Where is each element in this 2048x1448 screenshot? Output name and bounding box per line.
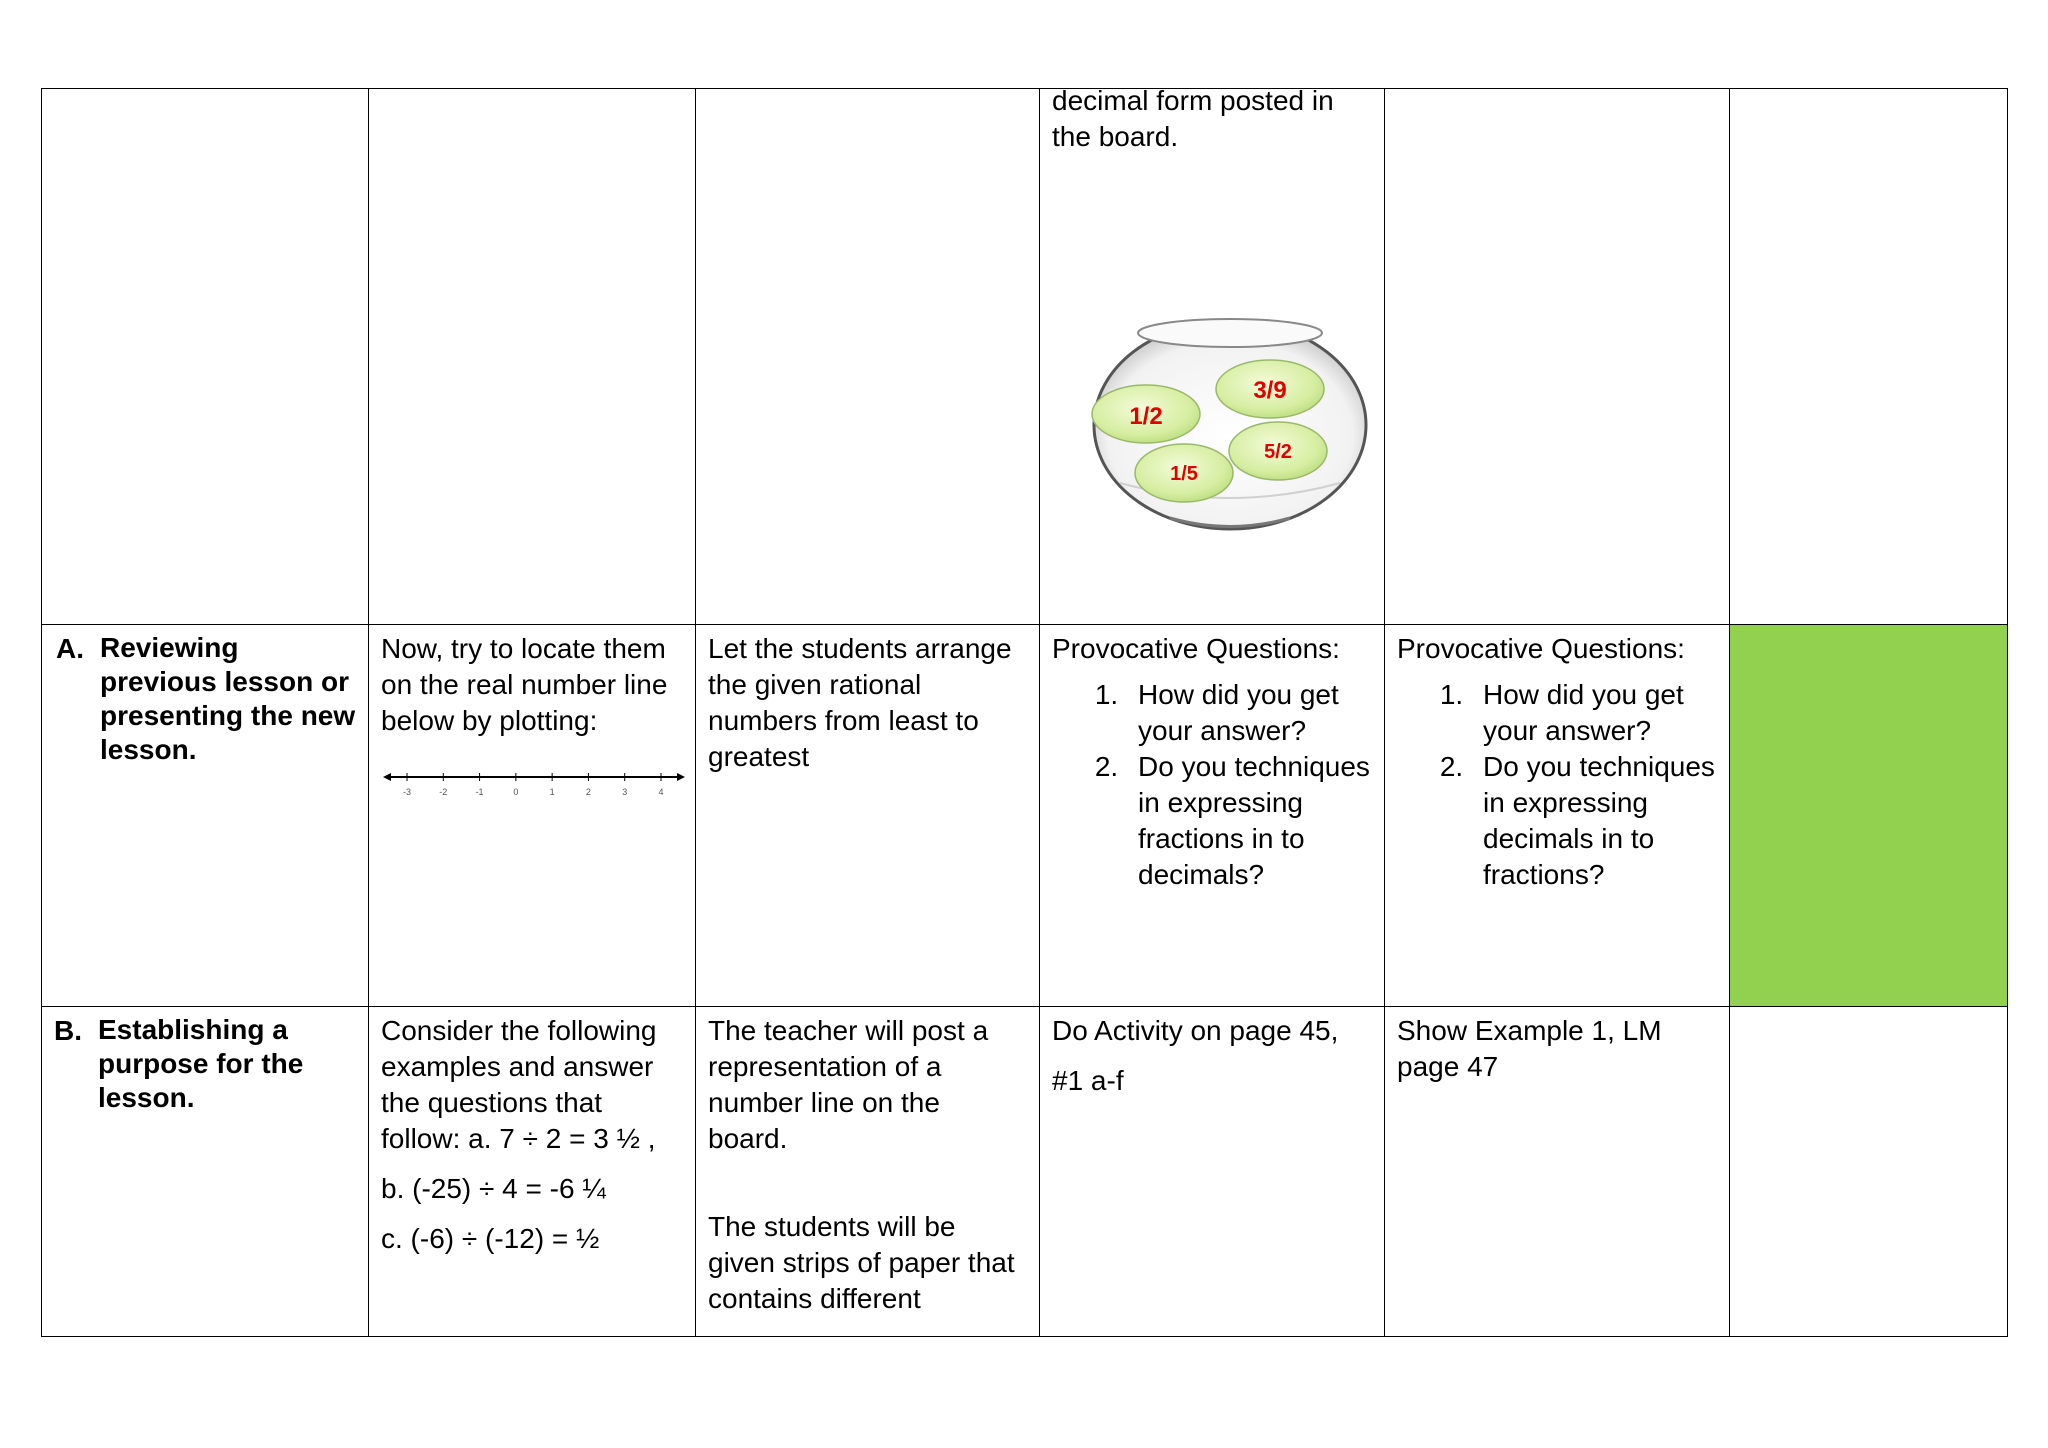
rowB-day4-text: Show Example 1, LM page 47	[1397, 1015, 1662, 1082]
number-line-tick-label: 4	[658, 787, 664, 797]
rowA-day2-cell	[696, 625, 1040, 1007]
rowA-label: Reviewing previous lesson or presenting the new lesson.	[100, 632, 356, 765]
rowB-label-cell	[42, 1007, 369, 1337]
number-line-tick-label: 3	[622, 787, 628, 797]
rowA-label-cell	[42, 625, 369, 1007]
list-item: 1. How did you get your answer?	[1126, 677, 1384, 749]
bowl-rim	[1138, 319, 1322, 347]
number-line-tick-label: -1	[475, 787, 484, 797]
fraction-label: 1/5	[1170, 463, 1198, 485]
rowA-day1-text: Now, try to locate them on the real number line below by plotting:	[381, 633, 668, 736]
rowB-day3-para: Do Activity on page 45,	[1052, 1015, 1339, 1046]
number-line-tick-label: 2	[585, 787, 591, 797]
fraction-label: 5/2	[1264, 441, 1292, 463]
rowA-day2-text: Let the students arrange the given rational numbers from least to greatest	[708, 633, 1012, 772]
row0-label-cell	[42, 89, 369, 625]
rowA-letter: A.	[56, 633, 84, 664]
rowB-day1-para: c. (-6) ÷ (-12) = ½	[381, 1223, 600, 1254]
rowA-day3-cell	[1040, 625, 1385, 1007]
list-item: 1. How did you get your answer?	[1471, 677, 1729, 749]
rowA-day4-cell	[1385, 625, 1730, 1007]
number-line-image	[383, 765, 685, 805]
rowB-letter: B.	[54, 1015, 82, 1046]
fishbowl-image	[1090, 313, 1370, 533]
row0-day4-cell	[1385, 89, 1730, 625]
rowB-day2-cell	[696, 1007, 1040, 1337]
rowA-day3-heading: Provocative Questions:	[1052, 633, 1340, 664]
fraction-label: 1/2	[1129, 403, 1163, 430]
rowB-day5-cell	[1730, 1007, 2008, 1337]
rowA-day3-question-list	[1040, 677, 1384, 893]
number-line-tick-label: -3	[402, 787, 412, 797]
row0-day2-cell	[696, 89, 1040, 625]
fraction-egg	[1135, 444, 1233, 502]
rowB-day1-cell	[369, 1007, 696, 1337]
table-row	[42, 1007, 2008, 1337]
rowB-day3-cell	[1040, 1007, 1385, 1337]
arrow-left-icon	[383, 773, 391, 781]
table-row	[42, 89, 2008, 625]
row0-day3-cell	[1040, 85, 1385, 625]
fraction-egg	[1229, 422, 1327, 480]
row0-day5-cell	[1730, 89, 2008, 625]
rowB-day4-cell	[1385, 1007, 1730, 1337]
row0-day1-cell	[369, 89, 696, 625]
row0-day3-text: decimal form posted in the board.	[1052, 85, 1334, 152]
rowB-day3-para: #1 a-f	[1052, 1065, 1124, 1096]
rowA-day1-cell	[369, 625, 696, 1007]
fraction-egg	[1092, 385, 1200, 443]
rowA-day4-question-list	[1385, 677, 1729, 893]
list-item: 2. Do you techniques in expressing decimals in to fractions?	[1471, 749, 1729, 893]
number-line-tick-label: 0	[513, 787, 519, 797]
arrow-right-icon	[677, 773, 685, 781]
table-row	[42, 625, 2008, 1007]
fraction-egg	[1216, 360, 1324, 418]
number-line-tick-label: -2	[439, 787, 448, 797]
rowA-day5-cell	[1730, 625, 2008, 1007]
rowB-day1-para: b. (-25) ÷ 4 = -6 ¼	[381, 1173, 606, 1204]
number-line-tick-label: 1	[549, 787, 555, 797]
lesson-plan-table	[41, 85, 2008, 1337]
fraction-label: 3/9	[1253, 377, 1287, 404]
rowB-day2-para: The students will be given strips of paper that contains different	[708, 1211, 1015, 1314]
rowA-day4-heading: Provocative Questions:	[1397, 633, 1685, 664]
list-item: 2. Do you techniques in expressing fractions in to decimals?	[1126, 749, 1384, 893]
rowB-label: Establishing a purpose for the lesson.	[98, 1014, 304, 1113]
rowB-day2-para: The teacher will post a representation of a number line on the board.	[708, 1015, 989, 1154]
rowB-day1-para: Consider the following examples and answer the questions that follow: a. 7 ÷ 2 = 3 ½ ,	[381, 1015, 657, 1154]
